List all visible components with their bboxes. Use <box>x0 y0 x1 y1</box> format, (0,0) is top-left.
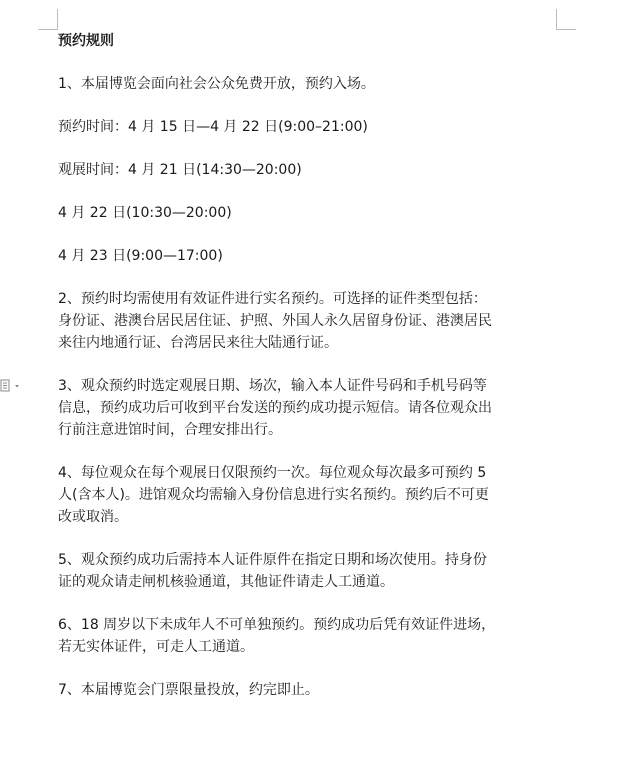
paragraph-line: 3、观众预约时选定观展日期、场次，输入本人证件号码和手机号码等 <box>58 378 487 394</box>
paragraph-date-apr22 <box>58 202 558 224</box>
paragraph-7 <box>58 679 558 701</box>
document-body <box>58 30 558 701</box>
paragraph-line: 改或取消。 <box>58 509 128 525</box>
paragraph-line: 行前注意进馆时间，合理安排出行。 <box>58 422 282 438</box>
crop-mark-top-right-horizontal <box>556 29 576 30</box>
crop-mark-top-left-horizontal <box>38 29 58 30</box>
paragraph-line: 4 月 22 日(10:30—20:00) <box>58 205 232 221</box>
paragraph-line: 预约时间：4 月 15 日—4 月 22 日(9:00–21:00) <box>58 119 368 135</box>
paragraph-line: 信息，预约成功后可收到平台发送的预约成功提示短信。请各位观众出 <box>58 400 492 416</box>
paragraph-line: 2、预约时均需使用有效证件进行实名预约。可选择的证件类型包括： <box>58 291 487 307</box>
paragraph-line: 观展时间：4 月 21 日(14:30—20:00) <box>58 162 302 178</box>
paragraph-line: 1、本届博览会面向社会公众免费开放，预约入场。 <box>58 76 375 92</box>
paragraph-line: 4、每位观众在每个观展日仅限预约一次。每位观众每次最多可预约 5 <box>58 465 487 481</box>
document-icon <box>0 379 24 393</box>
crop-mark-top-right-vertical <box>556 9 557 30</box>
paragraph-date-apr23 <box>58 245 558 267</box>
paragraph-options-icon[interactable] <box>0 379 24 393</box>
paragraph-line: 若无实体证件，可走人工通道。 <box>58 639 254 655</box>
paragraph-line: 4 月 23 日(9:00—17:00) <box>58 248 223 264</box>
paragraph-2 <box>58 288 558 354</box>
paragraph-line: 证的观众请走闸机核验通道，其他证件请走人工通道。 <box>58 574 394 590</box>
paragraph-3 <box>58 375 558 441</box>
crop-mark-top-left-vertical <box>57 9 58 30</box>
paragraph-line: 5、观众预约成功后需持本人证件原件在指定日期和场次使用。持身份 <box>58 552 487 568</box>
paragraph-line: 身份证、港澳台居民居住证、护照、外国人永久居留身份证、港澳居民 <box>58 313 492 329</box>
paragraph-viewing-time <box>58 159 558 181</box>
paragraph-reservation-time <box>58 116 558 138</box>
paragraph-6 <box>58 614 558 658</box>
paragraph-line: 6、18 周岁以下未成年人不可单独预约。预约成功后凭有效证件进场， <box>58 617 496 633</box>
paragraph-line: 人(含本人)。进馆观众均需输入身份信息进行实名预约。预约后不可更 <box>58 487 489 503</box>
paragraph-line: 来往内地通行证、台湾居民来往大陆通行证。 <box>58 335 338 351</box>
document-title: 预约规则 <box>58 33 114 49</box>
paragraph-1 <box>58 73 558 95</box>
paragraph-4 <box>58 462 558 528</box>
paragraph-5 <box>58 549 558 593</box>
paragraph-line: 7、本届博览会门票限量投放，约完即止。 <box>58 682 319 698</box>
